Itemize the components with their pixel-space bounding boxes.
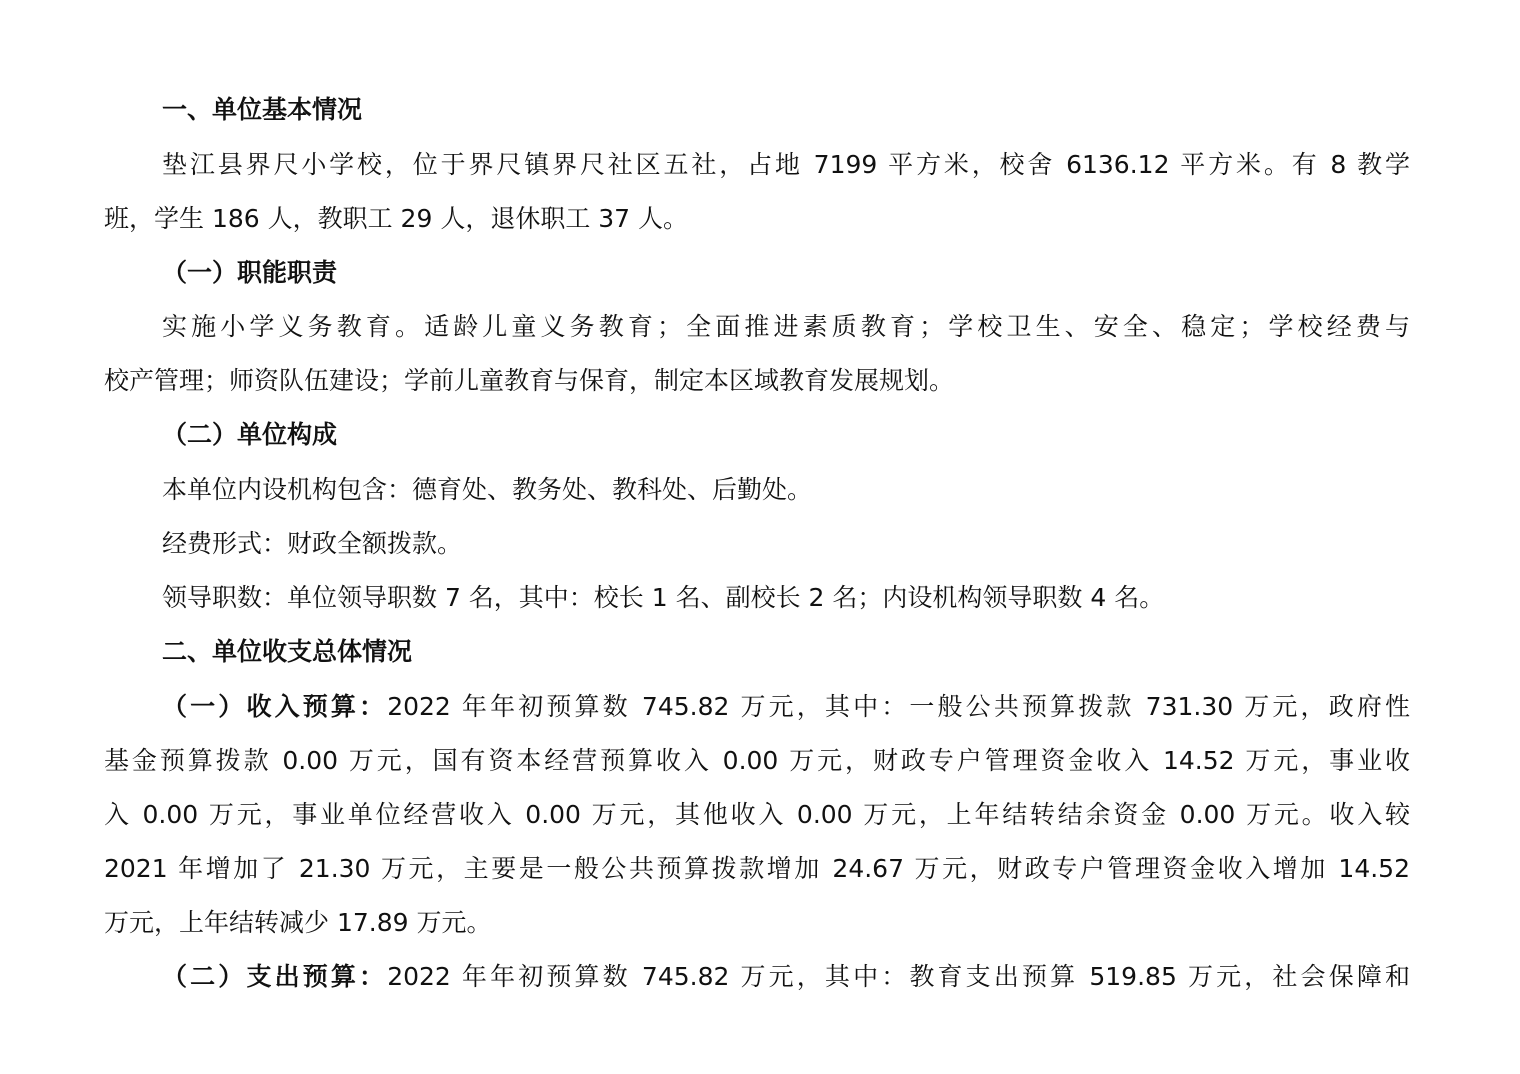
income-budget-text: 2022 年年初预算数 745.82 万元，其中：一般公共预算拨款 731.30 万元，政府性 <box>387 692 1410 721</box>
expense-budget-text: 2022 年年初预算数 745.82 万元，其中：教育支出预算 519.85 万元，社会保障和 <box>387 962 1410 991</box>
section-heading-basic-info: 一、单位基本情况 <box>162 95 363 124</box>
paragraph-line: 2021 年增加了 21.30 万元，主要是一般公共预算拨款增加 24.67 万元，财政专户管理资金收入增加 14.52 <box>104 854 1410 883</box>
paragraph-line: 实施小学义务教育。适龄儿童义务教育；全面推进素质教育；学校卫生、安全、稳定；学校经费与 <box>162 312 1410 341</box>
paragraph-line: 万元，上年结转减少 17.89 万元。 <box>104 908 492 937</box>
paragraph-line: 入 0.00 万元，事业单位经营收入 0.00 万元，其他收入 0.00 万元，上年结转结余资金 0.00 万元。收入较 <box>104 800 1410 829</box>
paragraph-line: 班，学生 186 人，教职工 29 人，退休职工 37 人。 <box>104 204 689 233</box>
paragraph-line: 校产管理；师资队伍建设；学前儿童教育与保育，制定本区域教育发展规划。 <box>104 366 955 395</box>
paragraph-line-income <box>162 687 1410 727</box>
subheading-duties: （一）职能职责 <box>162 258 338 287</box>
paragraph-line: 基金预算拨款 0.00 万元，国有资本经营预算收入 0.00 万元，财政专户管理资金收入 14.52 万元，事业收 <box>104 746 1410 775</box>
paragraph-line: 经费形式：财政全额拨款。 <box>162 529 463 558</box>
paragraph-line: 垫江县界尺小学校，位于界尺镇界尺社区五社，占地 7199 平方米，校舍 6136.12 平方米。有 8 教学 <box>162 150 1410 179</box>
paragraph-line: 本单位内设机构包含：德育处、教务处、教科处、后勤处。 <box>162 475 813 504</box>
paragraph-line: 领导职数：单位领导职数 7 名，其中：校长 1 名、副校长 2 名；内设机构领导职数 4 名。 <box>162 583 1165 612</box>
income-budget-label: （一）收入预算： <box>162 692 388 721</box>
paragraph-line-expense <box>162 957 1410 997</box>
expense-budget-label: （二）支出预算： <box>162 962 388 991</box>
subheading-structure: （二）单位构成 <box>162 420 338 449</box>
section-heading-budget-overview: 二、单位收支总体情况 <box>162 637 413 666</box>
